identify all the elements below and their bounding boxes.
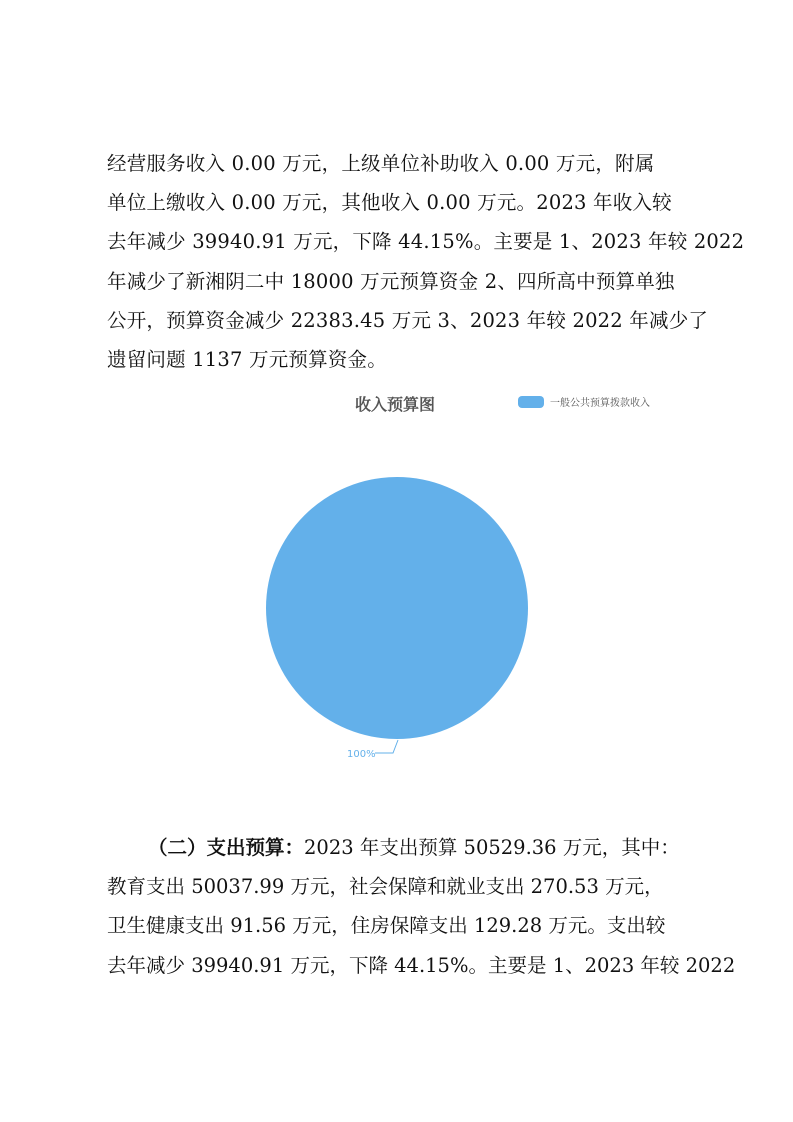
revenue-paragraph [107, 144, 745, 379]
paragraph-line: 经营服务收入 0.00 万元，上级单位补助收入 0.00 万元，附属 [107, 152, 655, 175]
pie-slices [266, 477, 528, 739]
data-label-leader [375, 740, 398, 753]
paragraph-line: 年减少了新湘阴二中 18000 万元预算资金 2、四所高中预算单独 [107, 269, 675, 293]
pie-slice [266, 477, 528, 739]
revenue-pie-chart [200, 385, 720, 785]
chart-title: 收入预算图 [354, 395, 436, 414]
paragraph-line: 教育支出 50037.99 万元，社会保障和就业支出 270.53 万元， [107, 875, 664, 899]
paragraph-first-line [107, 828, 687, 867]
paragraph-line: 公开，预算资金减少 22383.45 万元 3、2023 年较 2022 年减少了 [107, 308, 709, 332]
legend-label: 一般公共预算拨款收入 [550, 398, 650, 409]
section-heading: （二）支出预算： [148, 836, 305, 859]
data-label: 100% [347, 749, 376, 760]
legend-swatch [518, 396, 544, 408]
paragraph-line: 遗留问题 1137 万元预算资金。 [107, 347, 387, 371]
paragraph-line: 去年减少 39940.91 万元，下降 44.15%。主要是 1、2023 年较 2022 [107, 953, 736, 977]
paragraph-text: 2023 年支出预算 50529.36 万元，其中： [304, 836, 680, 859]
expenditure-paragraph [107, 828, 736, 985]
paragraph-line: 卫生健康支出 91.56 万元，住房保障支出 129.28 万元。支出较 [107, 914, 666, 938]
paragraph-line: 单位上缴收入 0.00 万元，其他收入 0.00 万元。2023 年收入较 [107, 191, 672, 215]
paragraph-line: 去年减少 39940.91 万元，下降 44.15%。主要是 1、2023 年较 2022 [107, 230, 745, 254]
